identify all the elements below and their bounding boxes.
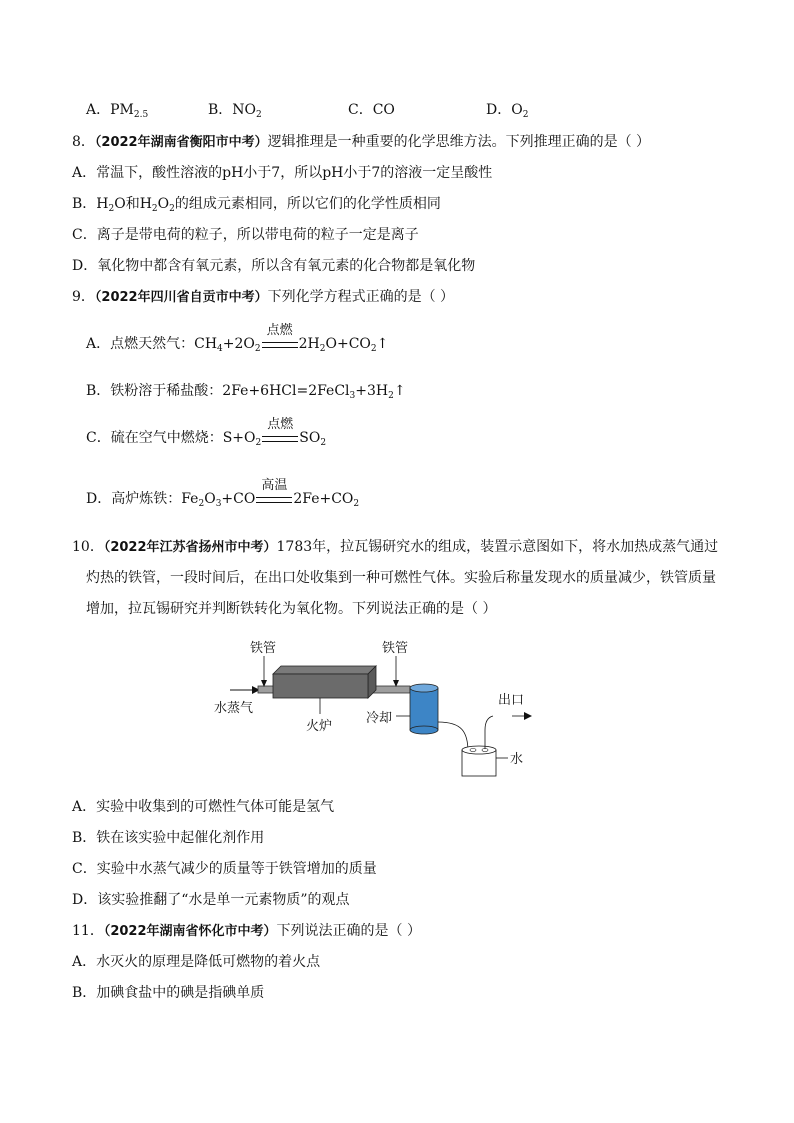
lavoisier-apparatus-diagram [200,632,560,782]
q7-option-b: B．$NO_2$ [208,102,262,120]
q10-option-d: D．该实验推翻了“水是单一元素物质”的观点 [72,892,350,908]
label-iron-tube-right: 铁管 [382,641,409,656]
q10-stem-line1: 10．（2022年江苏省扬州市中考）1783年，拉瓦锡研究水的组成，装置示意图如下，将水加热成蒸气通过 [72,539,719,555]
q11-stem: 11．（2022年湖南省怀化市中考）下列说法正确的是（ ） [72,923,421,939]
q9-stem: 9．（2022年四川省自贡市中考）下列化学方程式正确的是（ ） [72,289,455,305]
q10-stem-line2: 灼热的铁管，一段时间后，在出口处收集到一种可燃性气体。实验后称量发现水的质量减少，铁管质量 [86,570,716,586]
q10-option-b: B．铁在该实验中起催化剂作用 [72,830,265,846]
q10-option-a: A．实验中收集到的可燃性气体可能是氢气 [72,799,335,815]
label-steam: 水蒸气 [214,701,254,716]
q7-option-d: D．$O_2$ [486,102,529,120]
q11-option-a: A．水灭火的原理是降低可燃物的着火点 [72,954,321,970]
reaction-condition: 点燃 [262,430,298,442]
q10-option-c: C．实验中水蒸气减少的质量等于铁管增加的质量 [72,861,377,877]
label-furnace: 火炉 [306,719,333,734]
q8-option-b: B．$H_2O$和$H_2O_2$的组成元素相同，所以它们的化学性质相同 [72,196,441,214]
furnace [273,674,368,698]
cooling-cylinder [410,688,438,730]
q8-option-d: D．氧化物中都含有氧元素，所以含有氧元素的化合物都是氧化物 [72,258,476,274]
q9-option-a: A．点燃天然气：$CH_4+2O_2$ 点燃 $2H_2O+CO_2↑$ [86,323,389,354]
q11-option-b: B．加碘食盐中的碘是指碘单质 [72,985,265,1001]
reaction-condition: 点燃 [262,336,298,348]
label-water: 水 [510,752,524,767]
q8-stem: 8．（2022年湖南省衡阳市中考）逻辑推理是一种重要的化学思维方法。下列推理正确的是（ ） [72,134,651,150]
label-outlet: 出口 [498,693,525,708]
q9-option-c: C．硫在空气中燃烧：$S+O_2$ 点燃 $SO_2$ [86,417,327,448]
q10-stem-line3: 增加，拉瓦锡研究并判断铁转化为氧化物。下列说法正确的是（ ） [86,601,497,617]
label-cooling: 冷却 [366,711,393,726]
q8-option-a: A．常温下，酸性溶液的pH小于7，所以pH小于7的溶液一定呈酸性 [72,165,493,181]
q8-option-c: C．离子是带电荷的粒子，所以带电荷的粒子一定是离子 [72,227,419,243]
q9-option-b: B．铁粉溶于稀盐酸：$2Fe+6HCl=2FeCl_3+3H_2↑$ [86,383,406,401]
label-iron-tube-left: 铁管 [250,641,277,656]
q7-option-a: A．$PM_{2.5}$ [86,102,149,120]
reaction-condition: 高温 [256,491,292,503]
q7-option-c: C．CO [348,102,395,118]
q9-option-d: D．高炉炼铁：$Fe_2O_3+CO$ 高温 $2Fe+CO_2$ [86,478,360,509]
